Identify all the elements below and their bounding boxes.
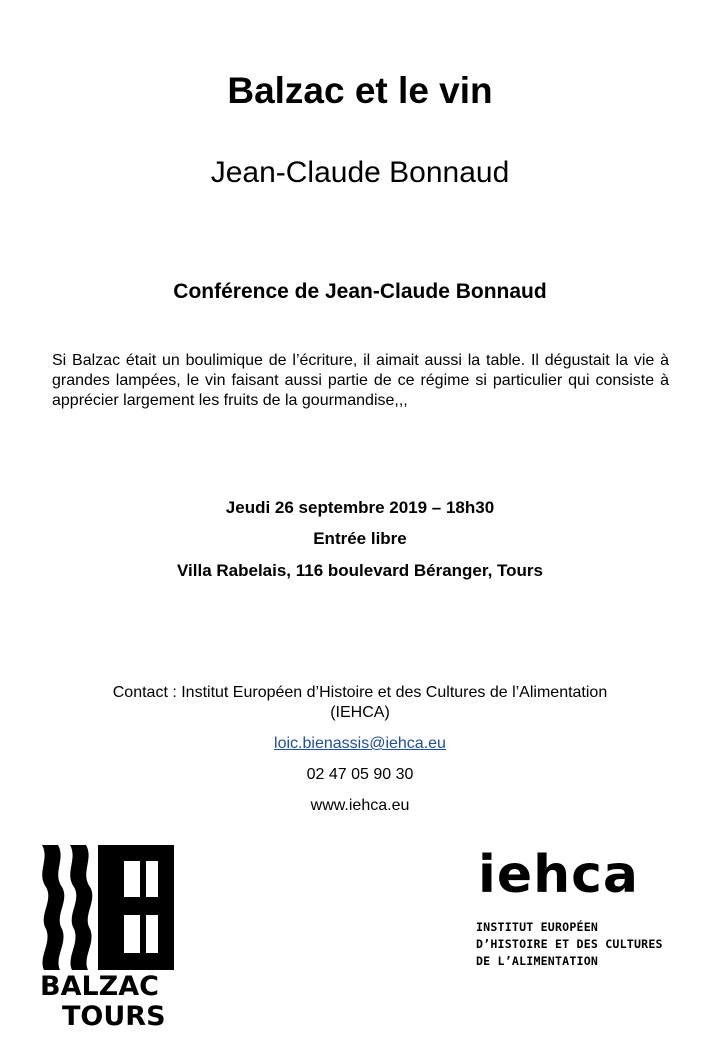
event-entry: Entrée libre	[313, 529, 407, 548]
balzac-tours-logo	[40, 845, 174, 1030]
contact-line: Contact : Institut Européen d’Histoire et des Cultures de l’Alimentation	[112, 684, 608, 701]
speaker-name: Jean-Claude Bonnaud	[210, 156, 510, 189]
event-description: Si Balzac était un boulimique de l’écriture, il aimait aussi la table. Il dégustait la vie à grandes lampées, le vin faisant aussi partie de ce régime si particulier qui consiste à apprécier largement les fruits de la gourmandise,,,	[52, 352, 669, 409]
contact-phone: 02 47 05 90 30	[306, 766, 414, 783]
balzac-b-mark-icon	[40, 845, 174, 970]
iehca-logo-line3: DE L’ALIMENTATION	[476, 954, 599, 968]
iehca-logo-line1: INSTITUT EUROPÉEN	[476, 920, 599, 934]
contact-line-acronym: (IEHCA)	[330, 704, 390, 721]
contact-email-link[interactable]: loic.bienassis@iehca.eu	[274, 735, 446, 752]
balzac-logo-line2: TOURS	[62, 1001, 166, 1032]
iehca-logo	[474, 843, 714, 973]
balzac-logo-line1: BALZAC	[40, 971, 159, 1002]
iehca-logo-line2: D’HISTOIRE ET DES CULTURES	[476, 937, 663, 951]
event-location: Villa Rabelais, 116 boulevard Béranger, Tours	[177, 561, 543, 580]
contact-website: www.iehca.eu	[310, 797, 410, 814]
event-date: Jeudi 26 septembre 2019 – 18h30	[225, 498, 495, 517]
conference-subtitle: Conférence de Jean-Claude Bonnaud	[173, 280, 547, 303]
iehca-wordmark: iehca	[478, 845, 640, 905]
page-title: Balzac et le vin	[227, 70, 493, 111]
